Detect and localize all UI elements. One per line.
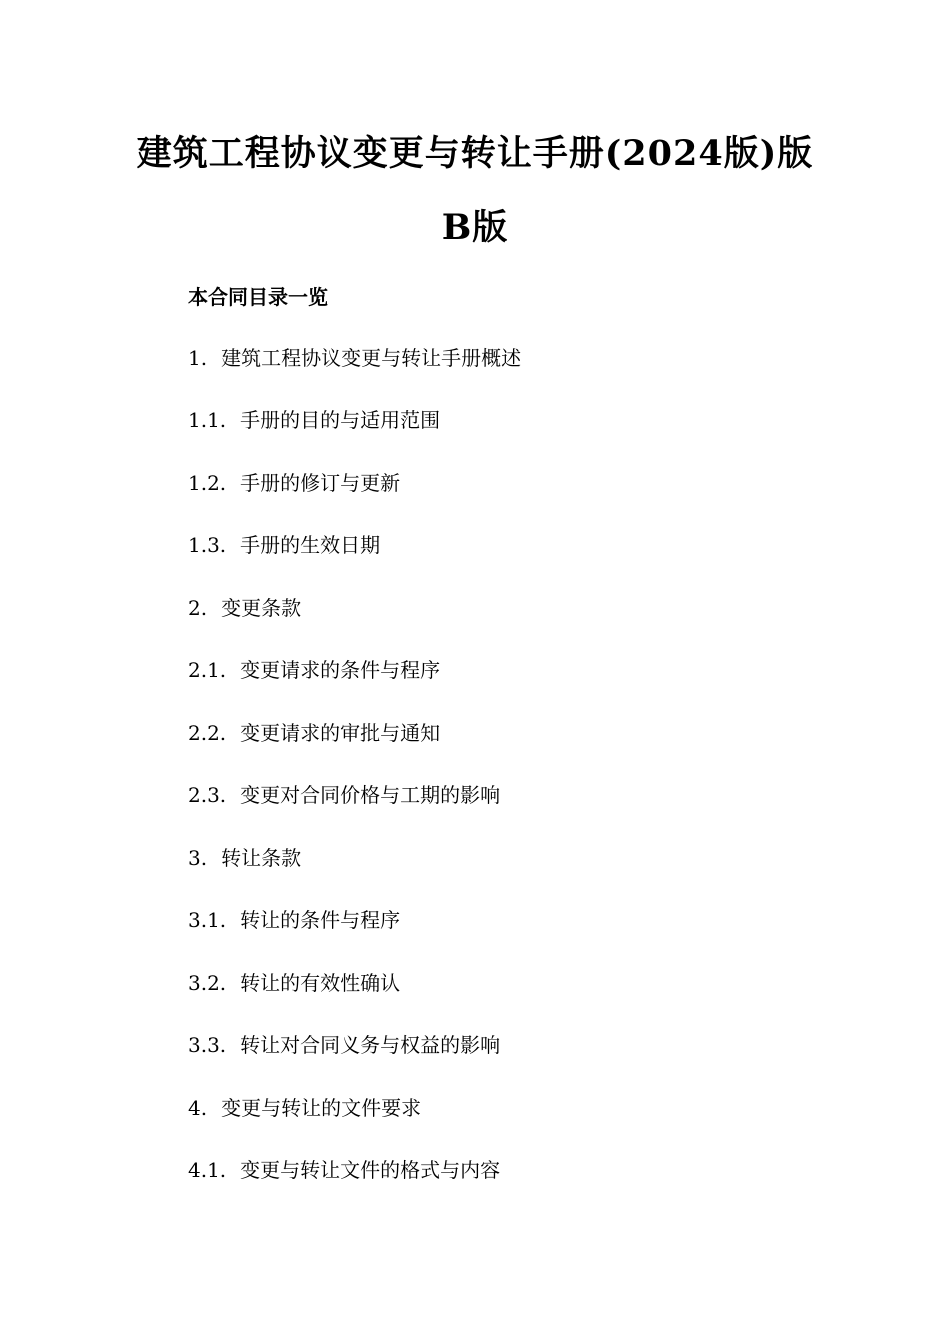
document-title-edition: B版 — [441, 207, 509, 248]
toc-item-number: 1. — [188, 346, 208, 370]
toc-item-text: 转让条款 — [221, 846, 302, 870]
toc-item-text: 手册的修订与更新 — [240, 471, 401, 495]
toc-heading: 本合同目录一览 — [188, 285, 328, 309]
toc-item-number: 2.3. — [188, 783, 227, 807]
toc-item — [188, 907, 400, 933]
toc-item — [188, 845, 301, 871]
toc-item — [188, 345, 521, 371]
toc-item-number: 2. — [188, 596, 208, 620]
toc-item-text: 转让对合同义务与权益的影响 — [240, 1033, 501, 1057]
toc-item-number: 1.2. — [188, 471, 227, 495]
toc-item — [188, 657, 440, 683]
toc-item-text: 变更与转让的文件要求 — [221, 1096, 422, 1120]
toc-item-text: 手册的目的与适用范围 — [240, 408, 441, 432]
toc-item-number: 4.1. — [188, 1158, 227, 1182]
toc-item-number: 1.1. — [188, 408, 227, 432]
toc-item-number: 1.3. — [188, 533, 227, 557]
toc-item-text: 手册的生效日期 — [240, 533, 381, 557]
toc-item-text: 变更与转让文件的格式与内容 — [240, 1158, 501, 1182]
toc-item — [188, 407, 440, 433]
toc-item-number: 2.2. — [188, 721, 227, 745]
toc-item — [188, 532, 380, 558]
toc-item-number: 2.1. — [188, 658, 227, 682]
toc-item — [188, 720, 440, 746]
toc-item-text: 转让的条件与程序 — [240, 908, 401, 932]
toc-item-number: 4. — [188, 1096, 208, 1120]
toc-item — [188, 1157, 500, 1183]
toc-item-number: 3.1. — [188, 908, 227, 932]
toc-item — [188, 1095, 421, 1121]
toc-item-number: 3.2. — [188, 971, 227, 995]
toc-item-text: 变更条款 — [221, 596, 302, 620]
toc-item-text: 变更对合同价格与工期的影响 — [240, 783, 501, 807]
toc-item-number: 3.3. — [188, 1033, 227, 1057]
toc-item-text: 变更请求的审批与通知 — [240, 721, 441, 745]
toc-item — [188, 782, 500, 808]
toc-item-text: 转让的有效性确认 — [240, 971, 401, 995]
toc-item — [188, 970, 400, 996]
toc-item-number: 3. — [188, 846, 208, 870]
document-title: 建筑工程协议变更与转让手册(2024版)版 — [136, 133, 814, 174]
toc-item — [188, 595, 301, 621]
toc-item — [188, 470, 400, 496]
toc-item-text: 建筑工程协议变更与转让手册概述 — [221, 346, 522, 370]
toc-item — [188, 1032, 500, 1058]
toc-item-text: 变更请求的条件与程序 — [240, 658, 441, 682]
